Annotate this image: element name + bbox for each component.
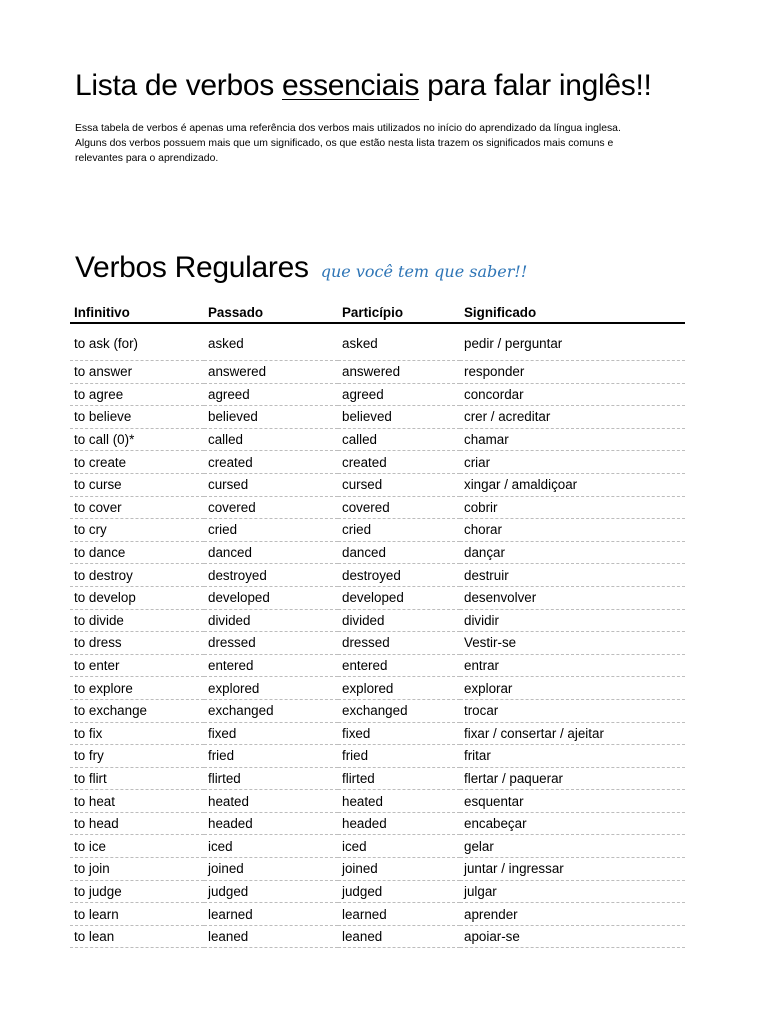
intro-line: relevantes para o aprendizado. [75,153,219,164]
table-row [70,586,685,609]
cell-participio: covered [338,496,460,519]
cell-infinitivo: to answer [70,361,204,384]
cell-passado: covered [204,496,338,519]
table-row [70,722,685,745]
cell-significado: gelar [460,835,685,858]
table-row [70,451,685,474]
cell-infinitivo: to dress [70,632,204,655]
cell-infinitivo: to explore [70,677,204,700]
cell-participio: leaned [338,925,460,948]
cell-infinitivo: to join [70,858,204,881]
cell-significado: fritar [460,745,685,768]
page-title-underlined: essenciais [282,69,420,102]
cell-participio: created [338,451,460,474]
table-body [70,323,685,948]
cell-infinitivo: to ask (for) [70,323,204,361]
cell-infinitivo: to lean [70,925,204,948]
table-row [70,564,685,587]
section-heading [75,246,527,294]
cell-participio: called [338,428,460,451]
cell-participio: fried [338,745,460,768]
cell-infinitivo: to cover [70,496,204,519]
cell-participio: judged [338,880,460,903]
cell-infinitivo: to agree [70,383,204,406]
intro-line: Essa tabela de verbos é apenas uma referência dos verbos mais utilizados no início do aprendizado da língua inglesa. [75,123,621,134]
cell-infinitivo: to head [70,812,204,835]
cell-significado: desenvolver [460,586,685,609]
table-row [70,745,685,768]
cell-significado: fixar / consertar / ajeitar [460,722,685,745]
cell-passado: leaned [204,925,338,948]
intro-line: Alguns dos verbos possuem mais que um significado, os que estão nesta lista trazem os significados mais comuns e [75,138,614,149]
table-row [70,812,685,835]
cell-participio: dressed [338,632,460,655]
table-row [70,699,685,722]
cell-passado: created [204,451,338,474]
cell-significado: destruir [460,564,685,587]
cell-passado: flirted [204,767,338,790]
table-row [70,925,685,948]
cell-infinitivo: to ice [70,835,204,858]
section-heading-text: Verbos Regulares [75,251,309,284]
table-row [70,496,685,519]
cell-passado: iced [204,835,338,858]
table-row [70,835,685,858]
cell-passado: cursed [204,473,338,496]
cell-participio: joined [338,858,460,881]
cell-significado: explorar [460,677,685,700]
cell-passado: developed [204,586,338,609]
cell-participio: answered [338,361,460,384]
cell-significado: dividir [460,609,685,632]
cell-participio: learned [338,903,460,926]
cell-infinitivo: to learn [70,903,204,926]
header-participio: Particípio [338,302,460,323]
cell-infinitivo: to enter [70,654,204,677]
cell-significado: aprender [460,903,685,926]
table-row [70,858,685,881]
table-row [70,428,685,451]
cell-infinitivo: to cry [70,519,204,542]
cell-significado: responder [460,361,685,384]
cell-infinitivo: to heat [70,790,204,813]
cell-participio: asked [338,323,460,361]
cell-participio: heated [338,790,460,813]
table-row [70,383,685,406]
cell-passado: fried [204,745,338,768]
cell-infinitivo: to divide [70,609,204,632]
cell-significado: entrar [460,654,685,677]
header-significado: Significado [460,302,685,323]
cell-significado: trocar [460,699,685,722]
cell-significado: xingar / amaldiçoar [460,473,685,496]
cell-passado: called [204,428,338,451]
cell-significado: cobrir [460,496,685,519]
cell-passado: explored [204,677,338,700]
table-row [70,361,685,384]
cell-passado: judged [204,880,338,903]
cell-participio: developed [338,586,460,609]
cell-significado: Vestir-se [460,632,685,655]
cell-passado: heated [204,790,338,813]
cell-participio: iced [338,835,460,858]
cell-participio: entered [338,654,460,677]
cell-participio: destroyed [338,564,460,587]
cell-infinitivo: to create [70,451,204,474]
cell-significado: esquentar [460,790,685,813]
cell-passado: joined [204,858,338,881]
cell-participio: danced [338,541,460,564]
cell-passado: asked [204,323,338,361]
cell-significado: julgar [460,880,685,903]
cell-significado: encabeçar [460,812,685,835]
cell-participio: explored [338,677,460,700]
cell-participio: agreed [338,383,460,406]
cell-passado: exchanged [204,699,338,722]
cell-infinitivo: to judge [70,880,204,903]
cell-infinitivo: to curse [70,473,204,496]
cell-participio: headed [338,812,460,835]
header-infinitivo: Infinitivo [70,302,204,323]
verbs-table [70,302,685,948]
table-row [70,519,685,542]
cell-passado: danced [204,541,338,564]
table-row [70,790,685,813]
cell-significado: criar [460,451,685,474]
table-row [70,880,685,903]
cell-infinitivo: to exchange [70,699,204,722]
cell-passado: headed [204,812,338,835]
cell-significado: chorar [460,519,685,542]
cell-passado: learned [204,903,338,926]
cell-passado: cried [204,519,338,542]
table-row [70,609,685,632]
cell-passado: fixed [204,722,338,745]
table-row [70,632,685,655]
cell-infinitivo: to flirt [70,767,204,790]
table-row [70,677,685,700]
cell-significado: pedir / perguntar [460,323,685,361]
cell-significado: chamar [460,428,685,451]
table-row [70,654,685,677]
cell-passado: dressed [204,632,338,655]
table-row [70,903,685,926]
cell-infinitivo: to develop [70,586,204,609]
cell-participio: cursed [338,473,460,496]
table-row [70,323,685,361]
section-subheading: que você tem que saber!! [320,262,528,281]
cell-passado: divided [204,609,338,632]
header-passado: Passado [204,302,338,323]
cell-passado: destroyed [204,564,338,587]
cell-participio: cried [338,519,460,542]
cell-infinitivo: to call (0)* [70,428,204,451]
page-title-pre: Lista de verbos [75,69,282,102]
cell-significado: dançar [460,541,685,564]
cell-participio: flirted [338,767,460,790]
cell-significado: crer / acreditar [460,406,685,429]
intro-paragraph [75,121,695,166]
cell-infinitivo: to dance [70,541,204,564]
cell-participio: believed [338,406,460,429]
cell-significado: juntar / ingressar [460,858,685,881]
table-header-row [70,302,685,323]
table-row [70,406,685,429]
cell-significado: flertar / paquerar [460,767,685,790]
table-row [70,473,685,496]
cell-participio: exchanged [338,699,460,722]
page-title-post: para falar inglês!! [419,69,652,102]
cell-infinitivo: to destroy [70,564,204,587]
cell-infinitivo: to fix [70,722,204,745]
cell-passado: entered [204,654,338,677]
table-row [70,767,685,790]
cell-significado: concordar [460,383,685,406]
cell-passado: believed [204,406,338,429]
page-title [75,66,652,106]
cell-passado: agreed [204,383,338,406]
cell-passado: answered [204,361,338,384]
cell-infinitivo: to fry [70,745,204,768]
table-row [70,541,685,564]
cell-participio: divided [338,609,460,632]
cell-significado: apoiar-se [460,925,685,948]
cell-infinitivo: to believe [70,406,204,429]
cell-participio: fixed [338,722,460,745]
